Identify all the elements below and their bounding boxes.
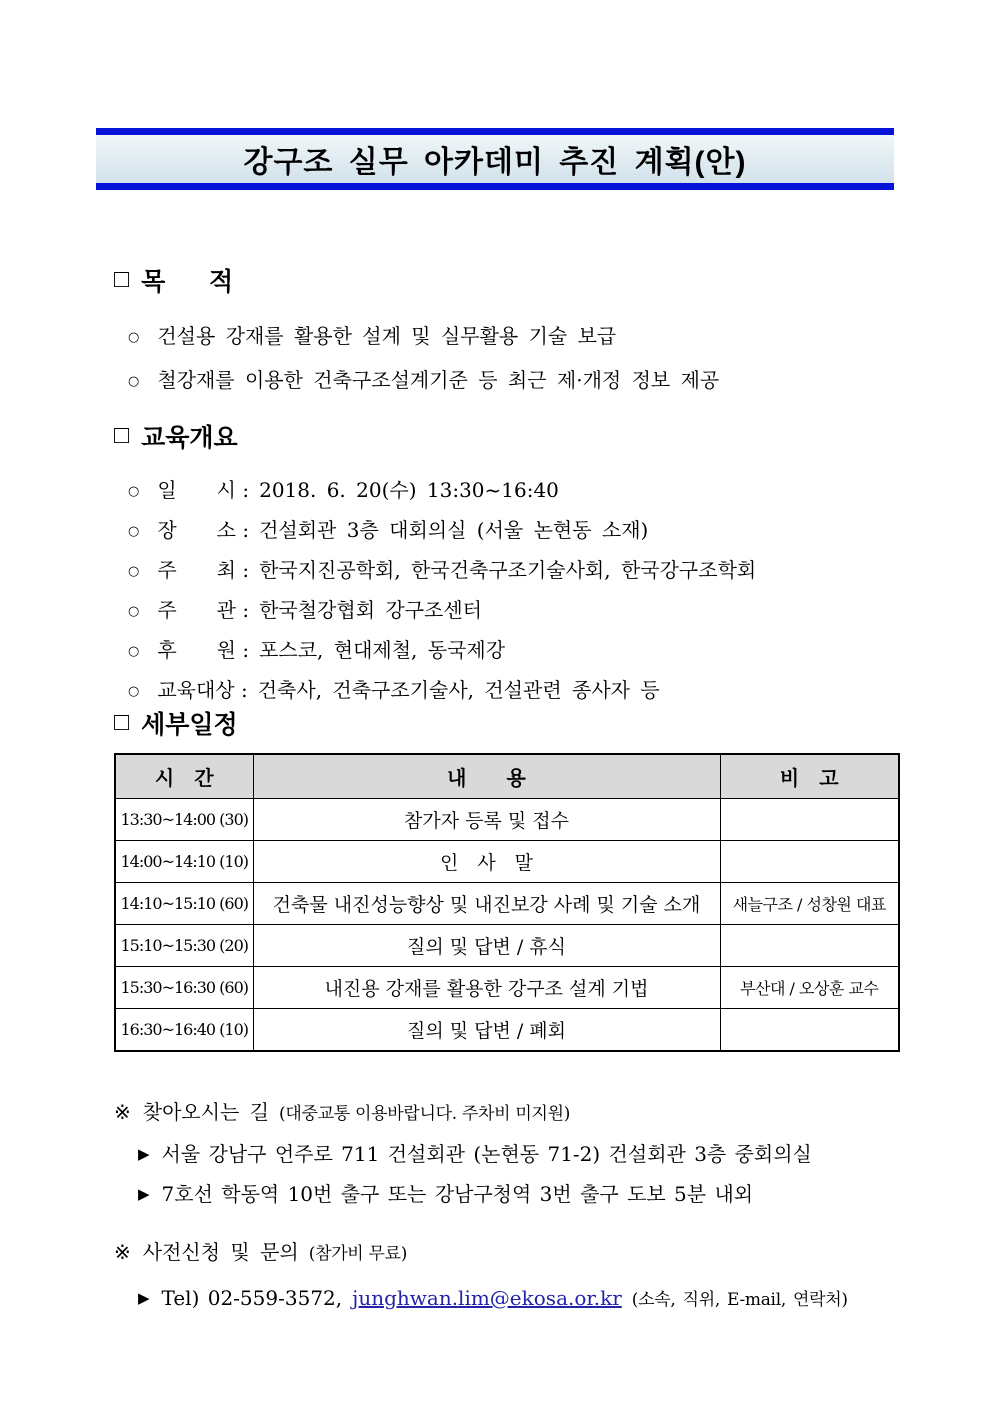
- overview-list: [128, 472, 756, 712]
- field-value: 건축사, 건축구조기술사, 건설관련 종사자 등: [257, 678, 660, 702]
- field-label: 장 소 :: [157, 518, 250, 542]
- cell-note: 새늘구조 / 성창원 대표: [720, 883, 899, 925]
- cell-content: 질의 및 답변 / 휴식: [253, 925, 720, 967]
- section-heading-overview: [114, 418, 756, 454]
- list-item: [138, 1135, 812, 1175]
- section-heading-purpose: [114, 262, 719, 298]
- list-item: [128, 472, 756, 512]
- cell-time: 16:30~16:40 (10): [115, 1009, 253, 1052]
- cell-content: 질의 및 답변 / 폐회: [253, 1009, 720, 1052]
- tel-number: Tel) 02-559-3572,: [161, 1286, 343, 1310]
- list-item: [128, 316, 719, 360]
- field-label: 주 최 :: [157, 558, 250, 582]
- field-label: 주 관 :: [157, 598, 250, 622]
- schedule-table: [114, 753, 900, 1052]
- circle-bullet-icon: ○: [128, 484, 140, 499]
- section-contact: [114, 1236, 848, 1319]
- arrow-bullet-icon: ▶: [138, 1145, 150, 1163]
- circle-bullet-icon: ○: [128, 564, 140, 579]
- column-header-time: 시 간: [115, 754, 253, 799]
- cell-time: 14:10~15:10 (60): [115, 883, 253, 925]
- square-bullet-icon: □: [114, 264, 130, 293]
- section-overview: [114, 418, 756, 712]
- cell-note: [720, 841, 899, 883]
- circle-bullet-icon: ○: [128, 374, 140, 389]
- field-label: 일 시 :: [157, 478, 250, 502]
- cell-time: 14:00~14:10 (10): [115, 841, 253, 883]
- cell-content: 건축물 내진성능향상 및 내진보강 사례 및 기술 소개: [253, 883, 720, 925]
- list-item: [128, 632, 756, 672]
- table-row: [115, 799, 899, 841]
- reference-mark-icon: ※: [114, 1100, 131, 1124]
- cell-note: 부산대 / 오상훈 교수: [720, 967, 899, 1009]
- table-row: [115, 1009, 899, 1052]
- cell-content: 참가자 등록 및 접수: [253, 799, 720, 841]
- list-item: [128, 552, 756, 592]
- field-value: 포스코, 현대제철, 동국제강: [259, 638, 506, 662]
- cell-note: [720, 1009, 899, 1052]
- email-link[interactable]: junghwan.lim@ekosa.or.kr: [352, 1286, 622, 1310]
- table-row: [115, 967, 899, 1009]
- cell-time: 13:30~14:00 (30): [115, 799, 253, 841]
- field-value: 건설회관 3층 대회의실 (서울 논현동 소재): [259, 518, 649, 542]
- section-title-purpose: 목 적: [141, 268, 234, 296]
- field-value: 2018. 6. 20(수) 13:30~16:40: [259, 478, 559, 502]
- field-label: 후 원 :: [157, 638, 250, 662]
- cell-content: 내진용 강재를 활용한 강구조 설계 기법: [253, 967, 720, 1009]
- cell-time: 15:30~16:30 (60): [115, 967, 253, 1009]
- circle-bullet-icon: ○: [128, 684, 140, 699]
- banner-bottom-bar: [96, 183, 894, 190]
- contact-note: (참가비 무료): [308, 1244, 408, 1264]
- arrow-bullet-icon: ▶: [138, 1289, 150, 1307]
- directions-item-text: 7호선 학동역 10번 출구 또는 강남구청역 3번 출구 도보 5분 내외: [161, 1182, 754, 1206]
- purpose-item-text: 건설용 강재를 활용한 설계 및 실무활용 기술 보급: [157, 324, 617, 348]
- column-header-note: 비 고: [720, 754, 899, 799]
- circle-bullet-icon: ○: [128, 644, 140, 659]
- list-item: [128, 512, 756, 552]
- field-value: 한국철강협회 강구조센터: [259, 598, 482, 622]
- title-banner: [96, 128, 894, 190]
- table-row: [115, 883, 899, 925]
- cell-time: 15:10~15:30 (20): [115, 925, 253, 967]
- table-row: [115, 925, 899, 967]
- list-item: [128, 592, 756, 632]
- section-purpose: [114, 262, 719, 404]
- section-schedule: [114, 705, 238, 741]
- section-title-overview: 교육개요: [141, 424, 238, 452]
- cell-note: [720, 925, 899, 967]
- list-item: [138, 1175, 812, 1215]
- field-label: 교육대상 :: [157, 678, 248, 702]
- page-title: 강구조 실무 아카데미 추진 계획(안): [243, 146, 747, 179]
- directions-note: (대중교통 이용바랍니다. 주차비 미지원): [279, 1104, 571, 1124]
- column-header-content: 내 용: [253, 754, 720, 799]
- table-header-row: [115, 754, 899, 799]
- section-directions: [114, 1096, 812, 1215]
- reference-mark-icon: ※: [114, 1240, 131, 1264]
- section-heading-schedule: [114, 705, 238, 741]
- square-bullet-icon: □: [114, 420, 130, 449]
- field-value: 한국지진공학회, 한국건축구조기술사회, 한국강구조학회: [259, 558, 757, 582]
- banner-top-bar: [96, 128, 894, 135]
- directions-title: 찾아오시는 길: [142, 1100, 270, 1124]
- purpose-item-text: 철강재를 이용한 건축구조설계기준 등 최근 제·개정 정보 제공: [157, 368, 720, 392]
- directions-item-text: 서울 강남구 언주로 711 건설회관 (논현동 71-2) 건설회관 3층 중회의실: [161, 1142, 812, 1166]
- contact-heading: [114, 1236, 848, 1265]
- contact-suffix: (소속, 직위, E-mail, 연락처): [631, 1290, 848, 1310]
- square-bullet-icon: □: [114, 707, 130, 736]
- list-item: [128, 360, 719, 404]
- directions-heading: [114, 1096, 812, 1125]
- banner-body: [96, 135, 894, 183]
- circle-bullet-icon: ○: [128, 330, 140, 345]
- circle-bullet-icon: ○: [128, 524, 140, 539]
- contact-tel-line: [138, 1279, 848, 1319]
- section-title-schedule: 세부일정: [141, 711, 238, 739]
- cell-content: 인 사 말: [253, 841, 720, 883]
- cell-note: [720, 799, 899, 841]
- contact-title: 사전신청 및 문의: [142, 1240, 299, 1264]
- directions-list: [138, 1135, 812, 1215]
- table-row: [115, 841, 899, 883]
- purpose-list: [128, 316, 719, 404]
- circle-bullet-icon: ○: [128, 604, 140, 619]
- arrow-bullet-icon: ▶: [138, 1185, 150, 1203]
